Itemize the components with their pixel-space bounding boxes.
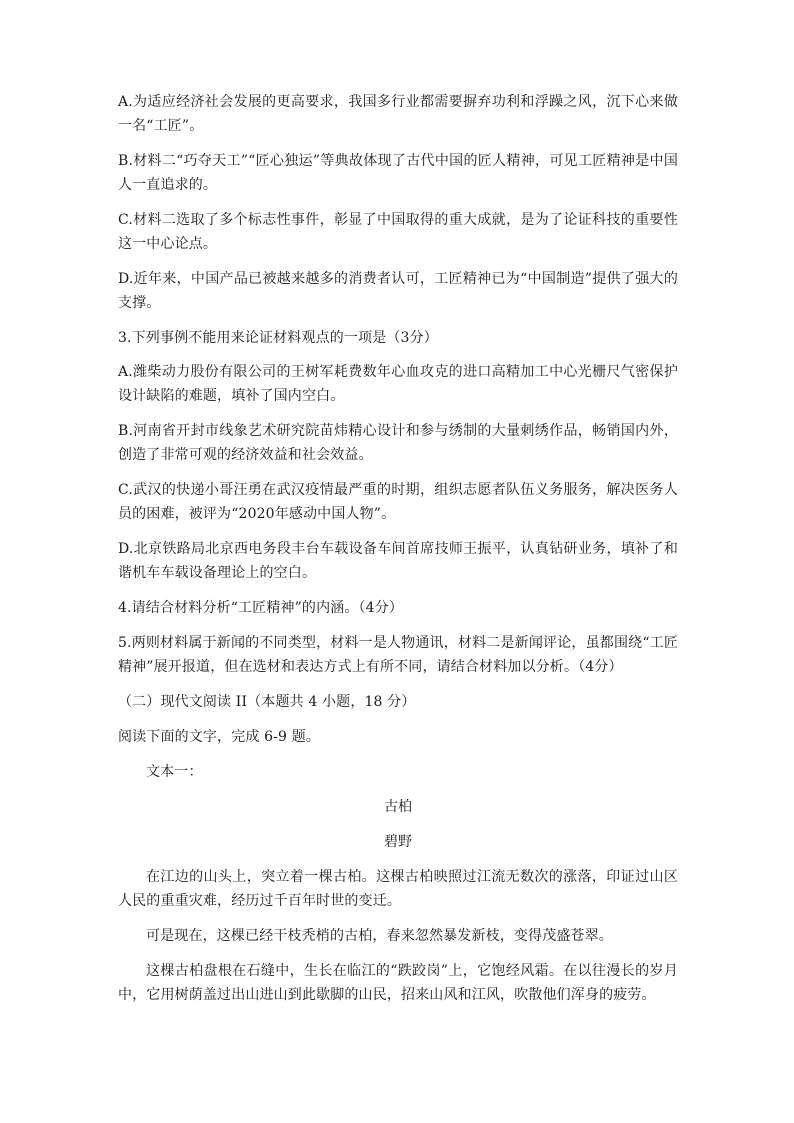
q2-option-d: D.近年来，中国产品已被越来越多的消费者认可，工匠精神已为“中国制造”提供了强大的支撑。 (118, 271, 678, 311)
q2-option-b: B.材料二“巧夺天工”“匠心独运”等典故体现了古代中国的匠人精神，可见工匠精神是中国人一直追求的。 (118, 153, 678, 193)
article-title: 古柏 (384, 799, 412, 815)
q3-option-a: A.潍柴动力股份有限公司的王树军耗费数年心血攻克的进口高精加工中心光栅尺气密保护设计缺陷的难题，填补了国内空白。 (118, 364, 678, 404)
q2-option-a: A.为适应经济社会发展的更高要求，我国多行业都需要摒弃功利和浮躁之风，沉下心来做一名“工匠”。 (118, 94, 678, 134)
section-heading: （二）现代文阅读 II（本题共 4 小题，18 分） (118, 694, 416, 710)
article-paragraph: 在江边的山头上，突立着一棵古柏。这棵古柏映照过江流无数次的涨落，印证过山区人民的重重灾难，经历过千百年时世的变迁。 (118, 869, 678, 909)
text-label: 文本一： (146, 764, 203, 780)
article-paragraph: 这棵古柏盘根在石缝中，生长在临江的“跌跤岗”上，它饱经风霜。在以往漫长的岁月中，它用树荫盖过出山进山到此歇脚的山民，招来山风和江风，吹散他们浑身的疲劳。 (118, 963, 678, 1003)
exam-page (118, 90, 678, 1018)
q2-option-c: C.材料二选取了多个标志性事件，彰显了中国取得的重大成就，是为了论证科技的重要性这一中心论点。 (118, 212, 678, 252)
article-author: 碧野 (384, 834, 412, 850)
q3-option-d: D.北京铁路局北京西电务段丰台车载设备车间首席技师王振平，认真钻研业务，填补了和谐机车车载设备理论上的空白。 (118, 541, 678, 581)
q5-stem: 5.两则材料属于新闻的不同类型，材料一是人物通讯，材料二是新闻评论，虽都围绕“工匠精神”展开报道，但在选材和表达方式上有所不同，请结合材料加以分析。（4分） (118, 635, 678, 675)
article-paragraph: 可是现在，这棵已经干枝秃梢的古柏，春来忽然暴发新枝，变得茂盛苍翠。 (146, 928, 613, 944)
q4-stem: 4.请结合材料分析“工匠精神”的内涵。（4分） (118, 600, 404, 616)
q3-stem: 3.下列事例不能用来论证材料观点的一项是（3分） (118, 330, 438, 346)
q3-option-b: B.河南省开封市线象艺术研究院苗炜精心设计和参与绣制的大量刺绣作品，畅销国内外，创造了非常可观的经济效益和社会效益。 (118, 423, 678, 463)
q3-option-c: C.武汉的快递小哥汪勇在武汉疫情最严重的时期，组织志愿者队伍义务服务，解决医务人员的困难，被评为“2020年感动中国人物”。 (118, 482, 678, 522)
reading-instruction: 阅读下面的文字，完成 6-9 题。 (118, 729, 320, 745)
